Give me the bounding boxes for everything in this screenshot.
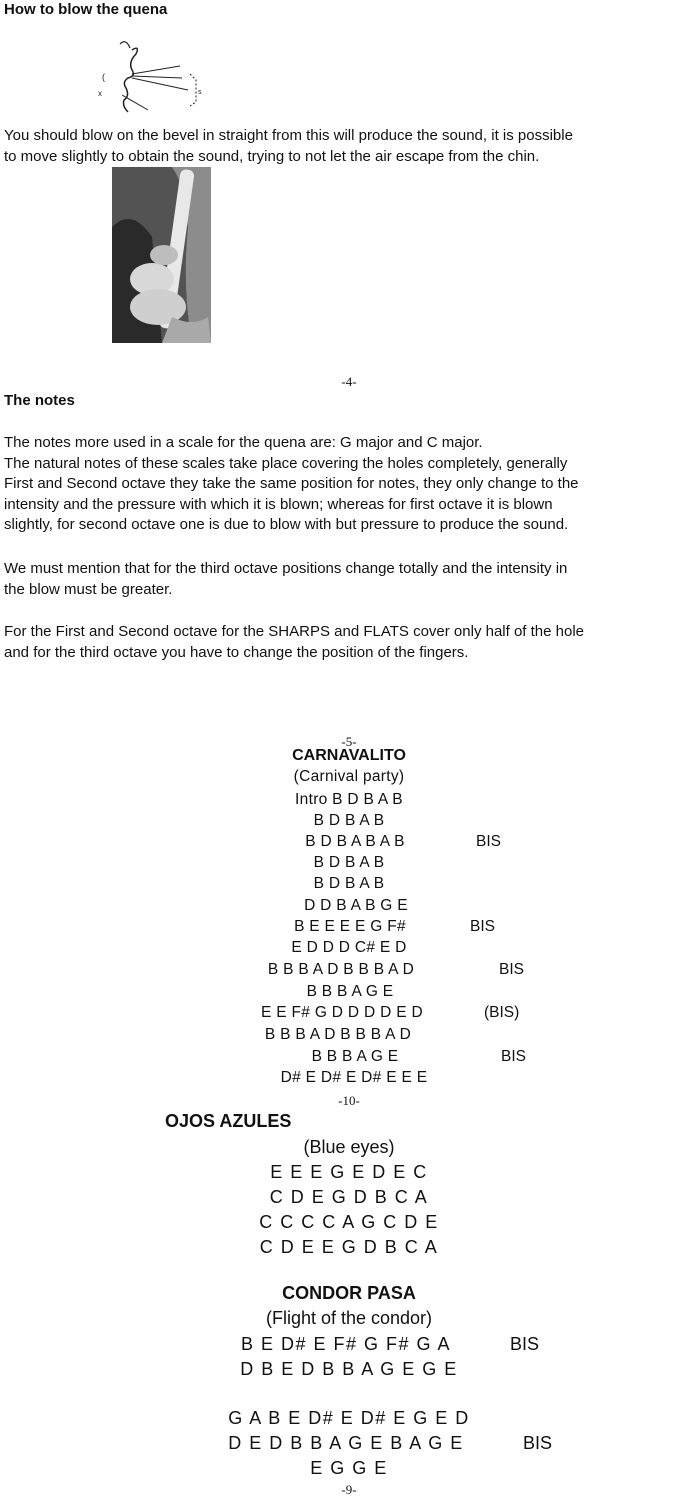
- note-line: D D B A B G E: [304, 897, 408, 914]
- note-line: C D E E G D B C A: [259, 1237, 439, 1257]
- note-line: C D E G D B C A: [269, 1187, 429, 1207]
- note-line: D# E D# E D# E E E: [280, 1069, 428, 1086]
- quena-player-photo: [112, 167, 211, 343]
- bis-mark: BIS: [501, 1048, 526, 1065]
- paragraph-line: to move slightly to obtain the sound, trying to not let the air escape from the chin.: [4, 147, 540, 165]
- note-line: B E E E E G F#: [294, 918, 406, 935]
- paragraph-line: the blow must be greater.: [4, 580, 173, 598]
- note-line: G A B E D# E D# E G E D: [228, 1408, 470, 1428]
- svg-text:s: s: [198, 89, 202, 96]
- note-line: C C C C A G C D E: [259, 1212, 439, 1232]
- song-title-condor-pasa: CONDOR PASA: [282, 1283, 416, 1303]
- bis-mark: BIS: [470, 918, 495, 935]
- bis-mark: BIS: [476, 833, 501, 850]
- note-line: E D D D C# E D: [291, 939, 407, 956]
- note-line: B D B A B A B: [305, 833, 405, 850]
- bis-mark: BIS: [499, 961, 524, 978]
- bis-mark: BIS: [523, 1433, 553, 1453]
- note-line: B D B A B: [313, 812, 385, 829]
- page-number: -9-: [341, 1482, 357, 1497]
- section-heading-how-to-blow: How to blow the quena: [4, 1, 168, 18]
- song-subtitle-carnavalito: (Carnival party): [293, 768, 405, 785]
- notes-paragraph-2: [4, 559, 567, 600]
- page-number: -5-: [341, 734, 357, 749]
- page-number: -10-: [338, 1093, 360, 1108]
- svg-text:x: x: [98, 89, 102, 98]
- note-line: B B B A G E: [311, 1048, 399, 1065]
- paragraph-line: The notes more used in a scale for the quena are: G major and C major.: [4, 434, 483, 451]
- section-heading-the-notes: The notes: [4, 392, 75, 409]
- note-line: D E D B B A G E B A G E: [228, 1433, 464, 1453]
- note-line: E G G E: [310, 1458, 388, 1478]
- note-line: E E E G E D E C: [270, 1162, 428, 1182]
- note-line: B B B A D B B B A D: [267, 961, 415, 978]
- note-line: B E D# E F# G F# G A: [240, 1334, 452, 1354]
- note-line: B D B A B: [313, 875, 385, 892]
- song-subtitle-condor-pasa: (Flight of the condor): [265, 1308, 433, 1328]
- notes-paragraph-3: [4, 622, 584, 663]
- note-line: E E F# G D D D D E D: [261, 1004, 423, 1021]
- note-line: B B B A G E: [306, 983, 394, 1000]
- note-line: Intro B D B A B: [295, 791, 403, 808]
- paragraph-line: intensity and the pressure with which it is blown; whereas for first octave it is blown: [4, 495, 553, 513]
- paragraph-line: You should blow on the bevel in straight from this will produce the sound, it is possible: [4, 127, 573, 144]
- paragraph-line: and for the third octave you have to change the position of the fingers.: [4, 643, 469, 661]
- note-line: B B B A D B B B A D: [264, 1026, 412, 1043]
- note-line: B D B A B: [313, 854, 385, 871]
- bis-mark: BIS: [510, 1334, 540, 1354]
- note-line: D B E D B B A G E G E: [240, 1359, 458, 1379]
- page-number: -4-: [341, 374, 357, 389]
- song-title-carnavalito: CARNAVALITO: [292, 747, 406, 764]
- blowing-instructions-paragraph: [4, 126, 573, 167]
- paragraph-line: For the First and Second octave for the SHARPS and FLATS cover only half of the hole: [4, 623, 585, 640]
- song-title-ojos-azules: OJOS AZULES: [165, 1111, 292, 1131]
- paragraph-line: We must mention that for the third octave positions change totally and the intensity in: [4, 560, 568, 577]
- svg-text:(: (: [102, 72, 105, 82]
- paragraph-line: First and Second octave they take the same position for notes, they only change to the: [4, 475, 579, 492]
- blowing-diagram-illustration: [92, 40, 212, 120]
- paragraph-line: slightly, for second octave one is due to blow with but pressure to produce the sound.: [4, 516, 569, 533]
- paragraph-line: The natural notes of these scales take place covering the holes completely, generally: [4, 454, 568, 472]
- bis-mark: (BIS): [484, 1004, 520, 1021]
- notes-paragraph-1: [4, 433, 579, 536]
- song-subtitle-ojos-azules: (Blue eyes): [303, 1137, 395, 1157]
